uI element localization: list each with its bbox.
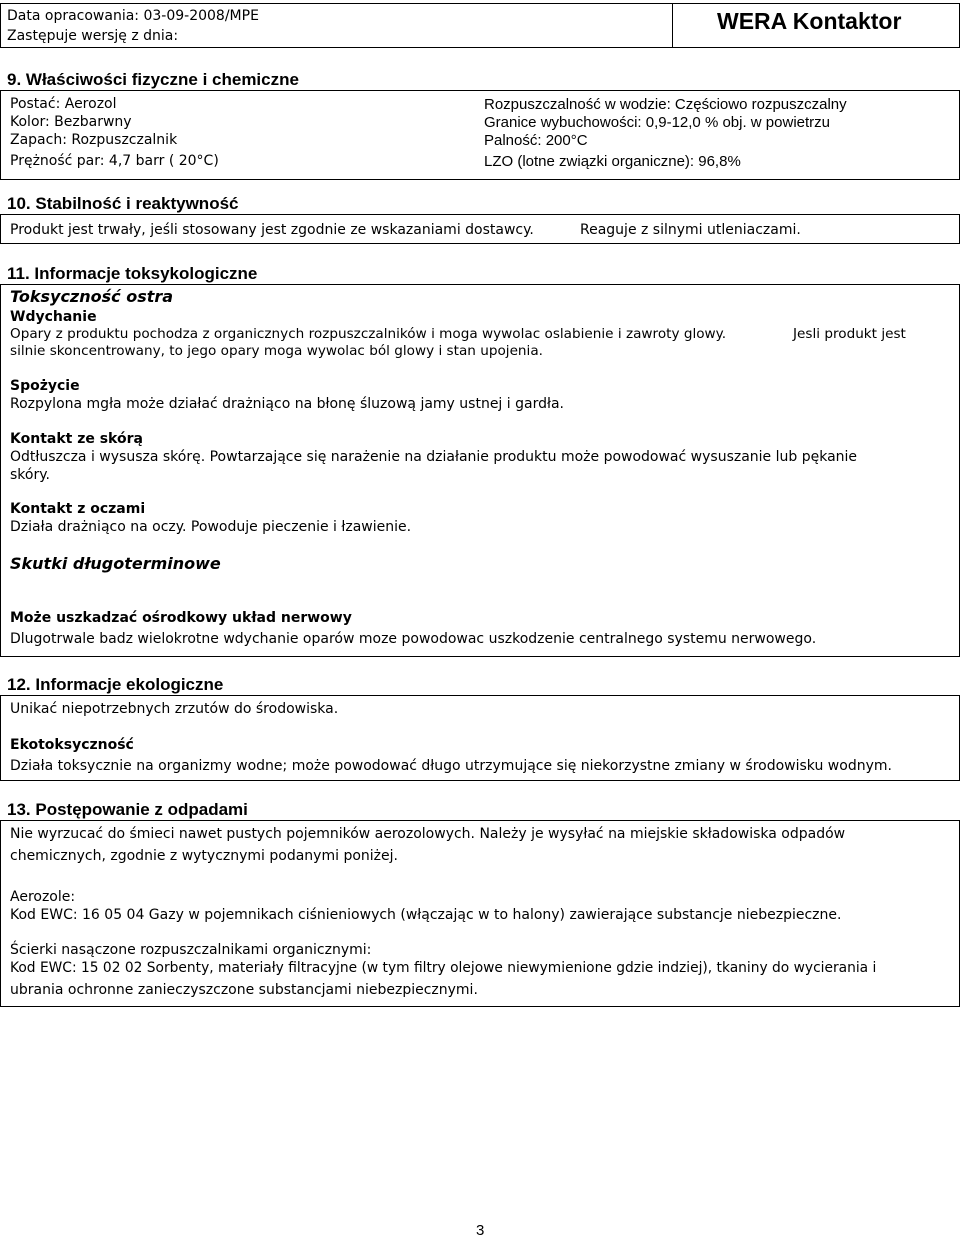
wipes-text-1: Kod EWC: 15 02 02 Sorbenty, materiały filtracyjne (w tym filtry olejowe niewymienione gdzie indziej), tkaniny do wycierania i (10, 960, 877, 976)
ingestion-heading: Spożycie (10, 378, 80, 394)
page-number: 3 (476, 1222, 485, 1239)
ingestion-text: Rozpylona mgła może działać drażniąco na błonę śluzową jamy ustnej i gardła. (10, 396, 564, 412)
prep-date: Data opracowania: 03-09-2008/MPE (7, 8, 259, 24)
ecotoxicity-text: Działa toksycznie na organizmy wodne; może powodować długo utrzymujące się niekorzystne zmiany w środowisku wodnym. (10, 758, 892, 774)
skin-contact-text-2: skóry. (10, 467, 50, 483)
eye-contact-text: Działa drażniąco na oczy. Powoduje pieczenie i łzawienie. (10, 519, 412, 535)
prop-rozpuszczalnosc: Rozpuszczalność w wodzie: Częściowo rozpuszczalny (484, 96, 847, 113)
prop-lzo: LZO (lotne związki organiczne): 96,8% (484, 153, 741, 170)
skin-contact-text-1: Odtłuszcza i wysusza skórę. Powtarzające się narażenie na działanie produktu może powodować wysuszanie lub pękanie (10, 449, 858, 465)
section-12-title: 12. Informacje ekologiczne (7, 675, 224, 694)
brand-title: WERA Kontaktor (717, 8, 902, 34)
aerosols-text: Kod EWC: 16 05 04 Gazy w pojemnikach ciśnieniowych (włączając w to halony) zawierające substancje niebezpieczne. (10, 907, 842, 923)
wipes-heading: Ścierki nasączone rozpuszczalnikami organicznymi: (10, 942, 372, 958)
section-9-title: 9. Właściwości fizyczne i chemiczne (7, 70, 299, 89)
stability-text: Produkt jest trwały, jeśli stosowany jest zgodnie ze wskazaniami dostawcy. (10, 222, 534, 238)
inhalation-text-1: Opary z produktu pochodza z organicznych rozpuszczalników i moga wywolac oslabienie i zawroty glowy. (10, 326, 727, 342)
ecotoxicity-heading: Ekotoksyczność (10, 737, 134, 753)
prop-palnosc: Palność: 200°C (484, 132, 588, 149)
section-11-title: 11. Informacje toksykologiczne (7, 264, 258, 283)
chronic-effects-heading: Skutki długoterminowe (10, 554, 221, 573)
skin-contact-heading: Kontakt ze skórą (10, 431, 143, 447)
prop-zapach: Zapach: Rozpuszczalnik (10, 132, 178, 148)
wipes-text-2: ubrania ochronne zanieczyszczone substancjami niebezpiecznymi. (10, 982, 478, 998)
eye-contact-heading: Kontakt z oczami (10, 501, 146, 517)
section-13-title: 13. Postępowanie z odpadami (7, 800, 248, 819)
section-10-title: 10. Stabilność i reaktywność (7, 194, 239, 213)
inhalation-heading: Wdychanie (10, 309, 97, 325)
prop-granice: Granice wybuchowości: 0,9-12,0 % obj. w powietrzu (484, 114, 830, 131)
prop-kolor: Kolor: Bezbarwny (10, 114, 132, 130)
aerosols-heading: Aerozole: (10, 889, 76, 905)
inhalation-text-2: silnie skoncentrowany, to jego opary moga wywolac ból glowy i stan upojenia. (10, 343, 543, 359)
waste-intro-2: chemicznych, zgodnie z wytycznymi podanymi poniżej. (10, 848, 398, 864)
acute-toxicity-heading: Toksyczność ostra (10, 287, 174, 306)
prop-preznosc: Prężność par: 4,7 barr ( 20°C) (10, 153, 219, 169)
cns-heading: Może uszkadzać ośrodkowy układ nerwowy (10, 610, 352, 626)
inhalation-text-1b: Jesli produkt jest (793, 326, 906, 342)
waste-intro-1: Nie wyrzucać do śmieci nawet pustych pojemników aerozolowych. Należy je wysyłać na miejskie składowiska odpadów (10, 826, 846, 842)
header-divider (672, 3, 673, 48)
eco-avoid-text: Unikać niepotrzebnych zrzutów do środowiska. (10, 701, 339, 717)
cns-text: Dlugotrwale badz wielokrotne wdychanie oparów moze powodowac uszkodzenie centralnego systemu nerwowego. (10, 631, 817, 647)
replaces-date: Zastępuje wersję z dnia: (7, 28, 179, 44)
prop-postac: Postać: Aerozol (10, 96, 117, 112)
reactivity-text: Reaguje z silnymi utleniaczami. (580, 222, 801, 238)
